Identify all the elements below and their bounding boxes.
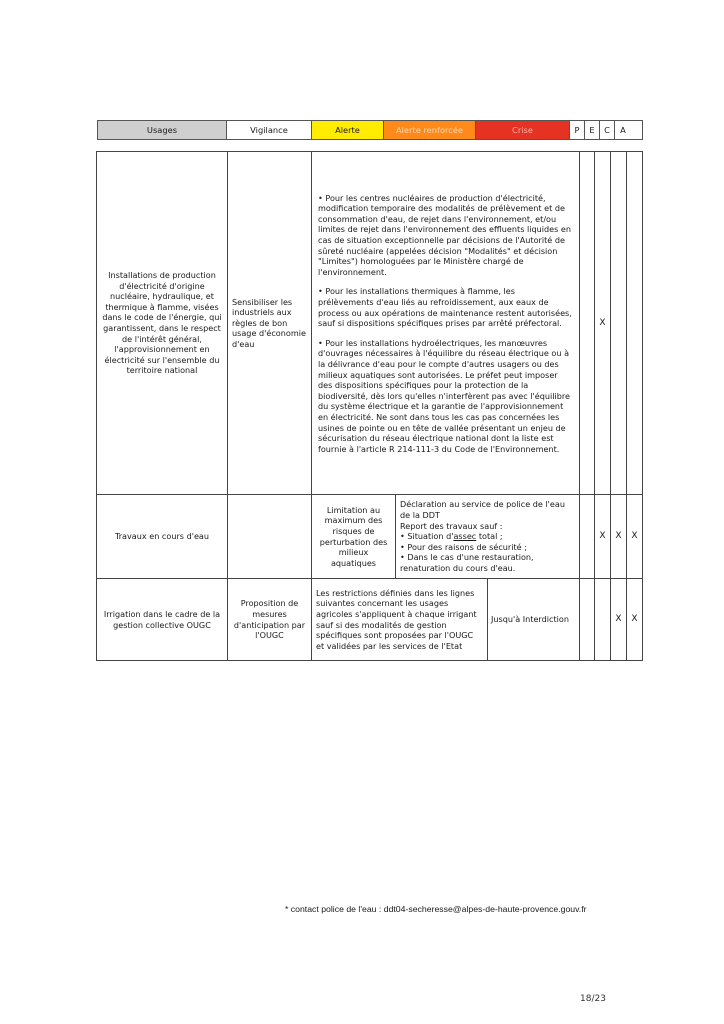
measure-bullet: • Pour les installations thermiques à flamme, les prélèvements d'eau liés au refroidissement, aux eaux de process ou aux opérations de maintenance restent autorisées, sauf si dispositions spécifiques prises par arrêté préfectoral. (318, 286, 572, 329)
table-header (97, 120, 643, 140)
header-usages: Usages (98, 121, 227, 139)
restrictions-table (96, 151, 643, 661)
header-alerte-renforcee: Alerte renforcée (384, 121, 476, 139)
alerte-cell: Limitation au maximum des risques de perturbation des milieux aquatiques (312, 495, 396, 579)
mark-p (580, 579, 595, 661)
ar-item: • Situation d'assec total ; (400, 531, 503, 542)
usage-cell: Installations de production d'électricité d'origine nucléaire, hydraulique, et thermique à flamme, visées dans le code de l'énergie, qui garantissent, dans le respect de l'intérêt général, l'approvisionnement en électricité sur l'ensemble du territoire national (97, 152, 228, 495)
measures-cell (312, 152, 580, 495)
mark-c (611, 152, 627, 495)
mark-a (627, 152, 643, 495)
header-alerte: Alerte (312, 121, 384, 139)
alerte-renforcee-crise-cell (396, 495, 580, 579)
header-p: P (570, 121, 585, 139)
usage-cell: Irrigation dans le cadre de la gestion collective OUGC (97, 579, 228, 661)
ar-item: • Pour des raisons de sécurité ; (400, 541, 527, 552)
alerte-cell: Les restrictions définies dans les lignes suivantes concernant les usages agricoles s'appliquent à chaque irrigant sauf si des modalités de gestion spécifiques sont proposées par l'OUGC et validées par les services de l'Etat (312, 579, 488, 661)
measure-bullet: • Pour les installations hydroélectriques, les manœuvres d'ouvrages nécessaires à l'équilibre du réseau électrique ou à la délivrance d'eau pour le compte d'autres usagers ou des milieux aquatiques sont autorisées. Le préfet peut imposer des dispositions spécifiques pour la protection de la biodiversité, dès lors qu'elles n'interfèrent pas avec l'équilibre du système électrique et la garantie de l'approvisionnement en électricité. Ne sont dans tous les cas pas concernées les usines de pointe ou en tête de vallée présentant un enjeu de sécurisation du réseau électrique national dont la liste est fournie à l'article R 214-111-3 du Code de l'Environnement. (318, 337, 570, 454)
mark-p (580, 495, 595, 579)
table-row (97, 579, 643, 661)
mark-c: X (611, 579, 627, 661)
mark-e (595, 579, 611, 661)
table-row (97, 495, 643, 579)
crise-cell: Jusqu'à Interdiction (488, 579, 580, 661)
header-c: C (600, 121, 615, 139)
mark-a: X (627, 495, 643, 579)
table-row (97, 152, 643, 495)
mark-e: X (595, 152, 611, 495)
usage-cell: Travaux en cours d'eau (97, 495, 228, 579)
mark-e: X (595, 495, 611, 579)
header-e: E (585, 121, 600, 139)
vigilance-cell: Proposition de mesures d'anticipation par l'OUGC (228, 579, 312, 661)
mark-p (580, 152, 595, 495)
ar-line: Déclaration au service de police de l'eau de la DDT (400, 499, 565, 521)
header-vigilance: Vigilance (227, 121, 312, 139)
vigilance-cell: Sensibiliser les industriels aux règles de bon usage d'économie d'eau (228, 152, 312, 495)
page-number: 18/23 (580, 994, 606, 1004)
measure-bullet: • Pour les centres nucléaires de production d'électricité, modification temporaire des modalités de prélèvement et de consommation d'eau, de rejet dans l'environnement, et/ou limites de rejet dans l'environnement des effluents liquides en cas de situation exceptionnelle par décisions de l'Autorité de sûreté nucléaire (appelées décision "Modalités" et décision "Limites") homologuées par le Ministère chargé de l'environnement. (318, 192, 572, 277)
mark-c: X (611, 495, 627, 579)
ar-line: Report des travaux sauf : (400, 520, 503, 531)
ar-item: • Dans le cas d'une restauration, renaturation du cours d'eau. (400, 552, 534, 573)
header-a: A (615, 121, 631, 139)
mark-a: X (627, 579, 643, 661)
header-crise: Crise (476, 121, 570, 139)
vigilance-cell (228, 495, 312, 579)
contact-footnote: * contact police de l'eau : ddt04-secheresse@alpes-de-haute-provence.gouv.fr (285, 904, 587, 914)
